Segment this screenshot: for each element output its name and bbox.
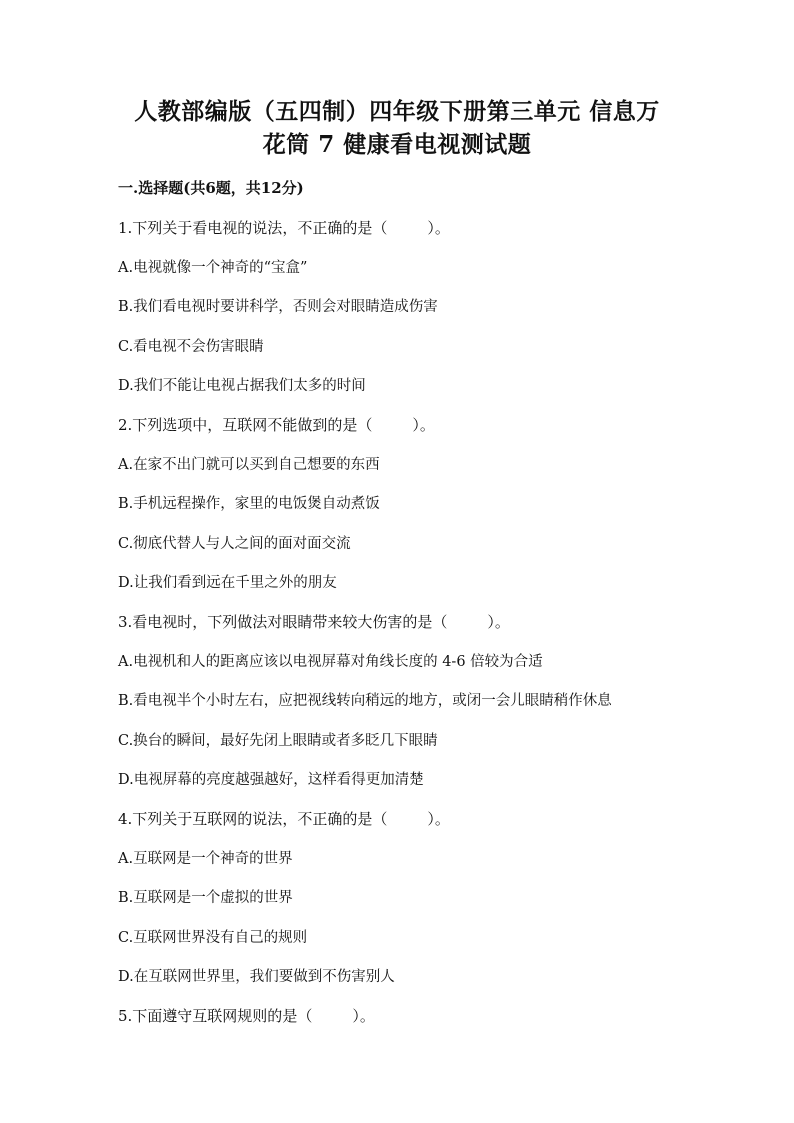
question-3-stem: 3.看电视时，下列做法对眼睛带来较大伤害的是（ ）。 [118,613,510,631]
section-heading: 一.选择题(共6题，共12分) [118,179,304,197]
page-title-line-2: 花筒 7 健康看电视测试题 [262,131,532,158]
question-4-option-b: B.互联网是一个虚拟的世界 [118,890,293,906]
question-4-option-d: D.在互联网世界里，我们要做到不伤害别人 [118,969,395,985]
question-2-stem: 2.下列选项中，互联网不能做到的是（ ）。 [118,416,435,434]
question-4-option-a: A.互联网是一个神奇的世界 [118,851,293,867]
question-4-stem: 4.下列关于互联网的说法，不正确的是（ ）。 [118,810,450,828]
question-3-option-b: B.看电视半个小时左右，应把视线转向稍远的地方，或闭一会儿眼睛稍作休息 [118,693,612,709]
question-2-option-d: D.让我们看到远在千里之外的朋友 [118,575,337,591]
question-1-stem: 1.下列关于看电视的说法，不正确的是（ ）。 [118,219,450,237]
question-3-option-d: D.电视屏幕的亮度越强越好，这样看得更加清楚 [118,772,424,788]
question-1-option-d: D.我们不能让电视占据我们太多的时间 [118,378,366,394]
question-3-option-c: C.换台的瞬间，最好先闭上眼睛或者多眨几下眼睛 [118,733,438,749]
question-1-option-b: B.我们看电视时要讲科学，否则会对眼睛造成伤害 [118,299,438,315]
question-2-option-c: C.彻底代替人与人之间的面对面交流 [118,536,351,552]
question-1-option-c: C.看电视不会伤害眼睛 [118,339,264,355]
question-4-option-c: C.互联网世界没有自己的规则 [118,930,308,946]
question-2-option-b: B.手机远程操作，家里的电饭煲自动煮饭 [118,496,380,512]
question-5-stem: 5.下面遵守互联网规则的是（ ）。 [118,1007,375,1025]
question-1-option-a: A.电视就像一个神奇的“宝盒” [118,260,308,276]
page-title-line-1: 人教部编版（五四制）四年级下册第三单元 信息万 [134,98,660,125]
question-3-option-a: A.电视机和人的距离应该以电视屏幕对角线长度的 4-6 倍较为合适 [118,654,543,670]
question-2-option-a: A.在家不出门就可以买到自己想要的东西 [118,457,380,473]
